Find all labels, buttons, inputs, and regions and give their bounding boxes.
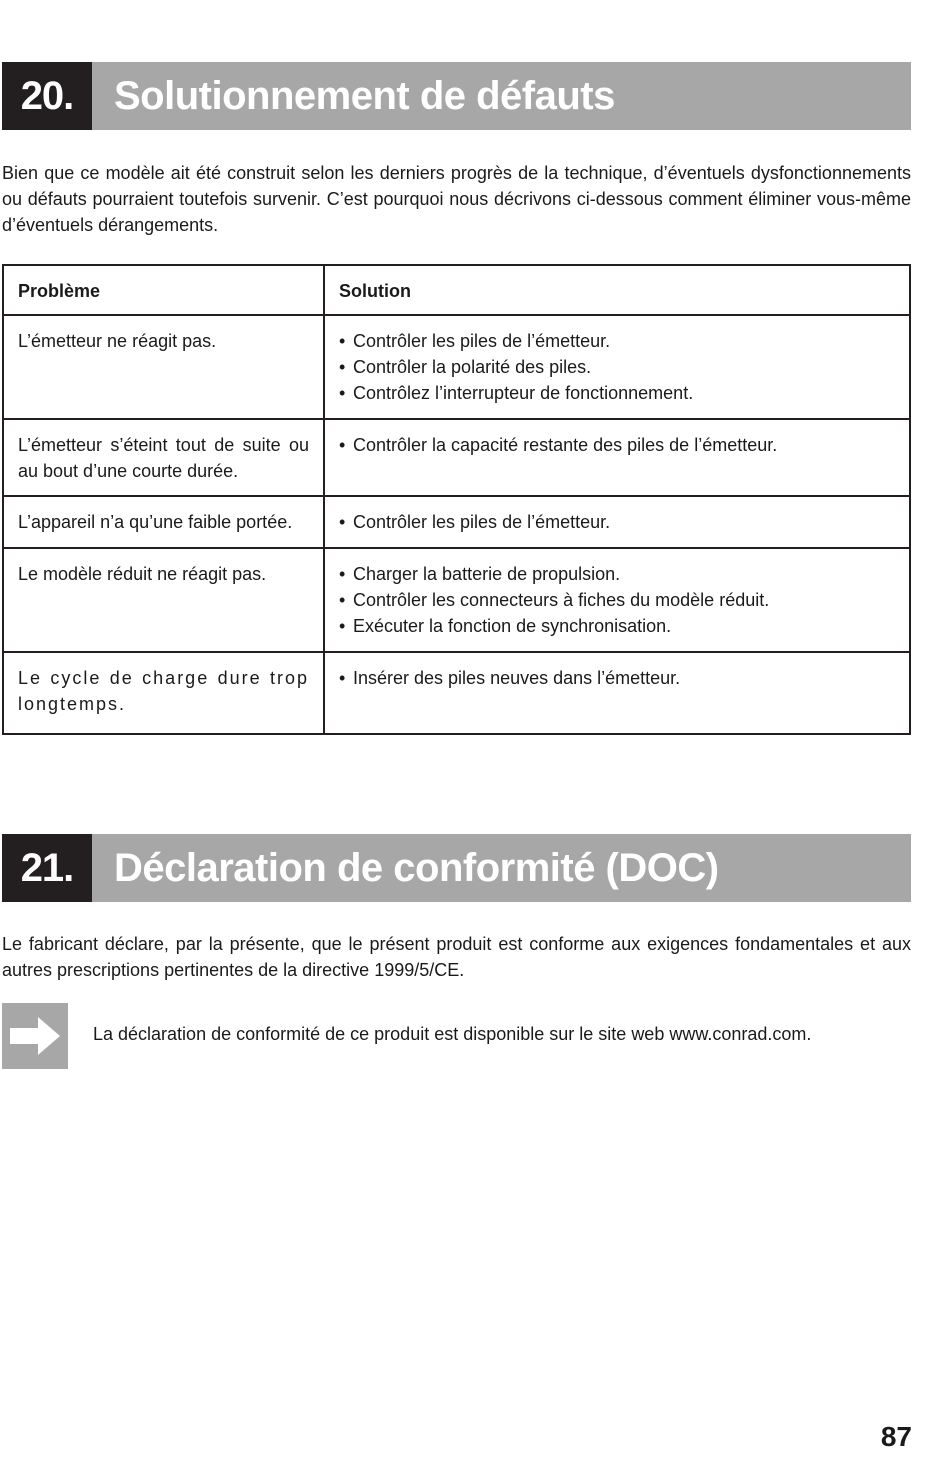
solution-item: • Contrôlez l’interrupteur de fonctionnement. [339,380,895,406]
solution-cell [324,315,910,419]
conformity-note: La déclaration de conformité de ce produit est disponible sur le site web www.conrad.com. [93,1024,812,1044]
solution-cell [324,419,910,496]
solution-item: • Contrôler la polarité des piles. [339,354,895,380]
problem-cell: L’émetteur ne réagit pas. [3,315,324,419]
table-row [3,315,910,419]
column-header-solution: Solution [324,265,910,315]
solution-item: • Contrôler les piles de l’émetteur. [339,509,895,535]
page-number: 87 [880,1421,912,1452]
section-20-header [2,62,911,130]
table-header-row [3,265,910,315]
section-20-intro: Bien que ce modèle ait été construit selon les derniers progrès de la technique, d’éventuels dysfonctionnements ou défauts pourraient toutefois survenir. C’est pourquoi nous décrivons ci-dessous comment éliminer vous-même d’éventuels dérangements. [2,163,911,235]
solution-cell [324,496,910,548]
problem-cell: L’émetteur s’éteint tout de suite ou au bout d’une courte durée. [3,419,324,496]
section-title: Déclaration de conformité (DOC) [114,845,719,890]
column-header-problem: Problème [3,265,324,315]
table-row [3,419,910,496]
solution-cell [324,548,910,652]
section-number: 21. [2,834,92,902]
table-row [3,548,910,652]
section-title: Solutionnement de défauts [114,73,615,118]
solution-item: • Contrôler les connecteurs à fiches du modèle réduit. [339,587,895,613]
solution-item: • Contrôler la capacité restante des piles de l’émetteur. [339,432,895,458]
section-21-header [2,834,911,902]
solution-item: • Insérer des piles neuves dans l’émetteur. [339,665,895,691]
solution-cell [324,652,910,734]
problem-cell: Le cycle de charge dure trop longtemps. [3,652,324,734]
problem-cell: L’appareil n’a qu’une faible portée. [3,496,324,548]
troubleshooting-table [2,264,911,735]
section-number: 20. [2,62,92,130]
section-21-intro: Le fabricant déclare, par la présente, que le présent produit est conforme aux exigences fondamentales et aux autres prescriptions pertinentes de la directive 1999/5/CE. [2,934,911,980]
solution-item: • Charger la batterie de propulsion. [339,561,895,587]
table-row [3,496,910,548]
solution-item: • Exécuter la fonction de synchronisation. [339,613,895,639]
solution-item: • Contrôler les piles de l’émetteur. [339,328,895,354]
problem-cell: Le modèle réduit ne réagit pas. [3,548,324,652]
table-row [3,652,910,734]
arrow-right-icon [2,1003,68,1069]
